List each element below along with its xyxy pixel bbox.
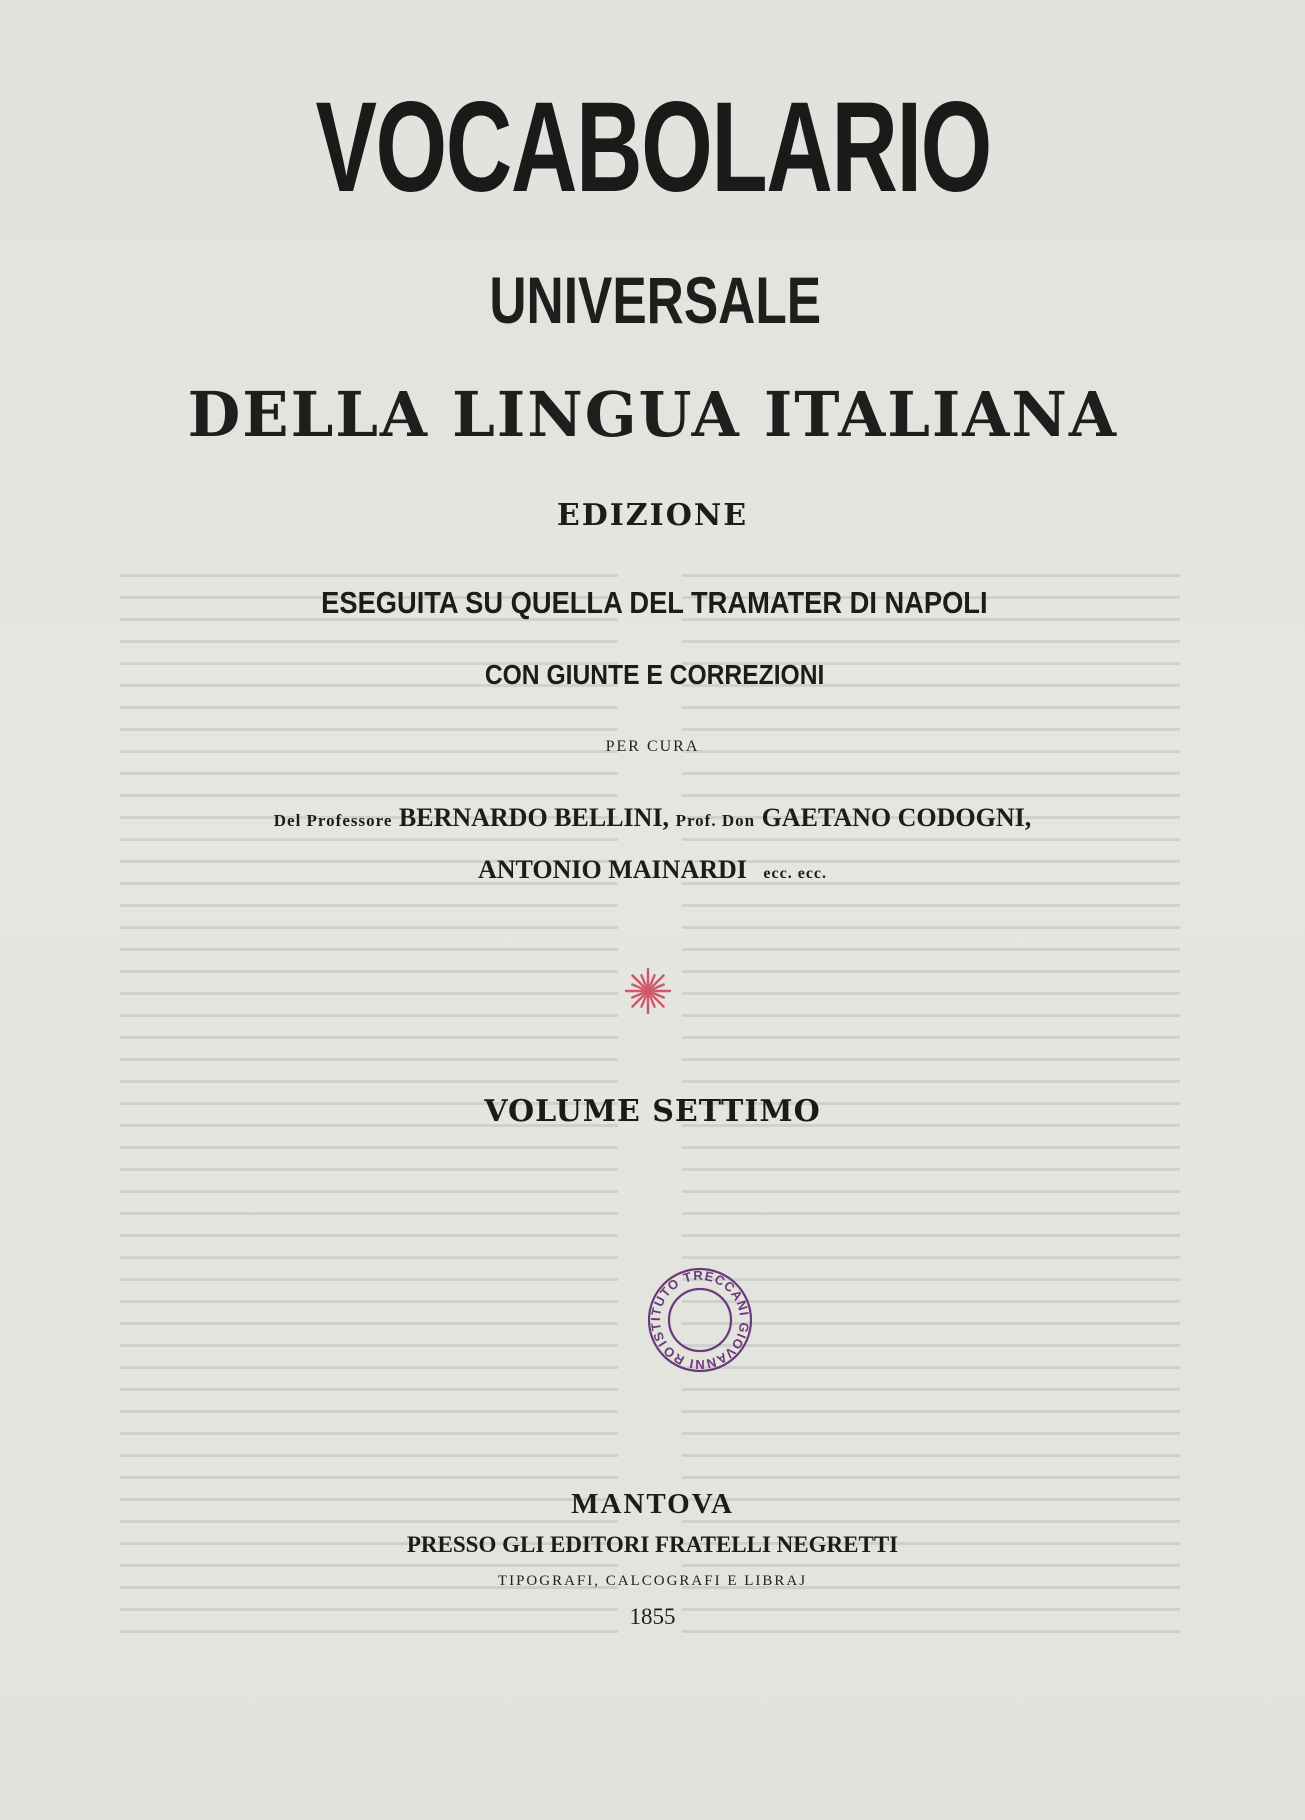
library-stamp-icon: [645, 1265, 755, 1375]
volume-label: VOLUME SETTIMO: [484, 1094, 821, 1129]
subtitle-line-2: CON GIUNTE E CORREZIONI: [484, 659, 825, 690]
editor-name-3: ANTONIO MAINARDI: [477, 855, 747, 884]
editor-title-2: Prof. Don: [675, 811, 756, 830]
editors-line-1: [0, 800, 1305, 839]
stamp-text: ISTITUTO TRECCANI GIOVANNI ROMA: [647, 1267, 753, 1373]
imprint-printers: TIPOGRAFI, CALCOGRAFI E LIBRAJ: [497, 1573, 808, 1589]
editor-name-1: BERNARDO BELLINI,: [398, 803, 670, 832]
imprint-publisher: PRESSO GLI EDITORI FRATELLI NEGRETTI: [406, 1532, 899, 1557]
subtitle-line-1: ESEGUITA SU QUELLA DEL TRAMATER DI NAPOLI: [321, 585, 988, 620]
title-line-3: DELLA LINGUA ITALIANA: [187, 378, 1118, 451]
per-cura-label: PER CURA: [605, 738, 700, 755]
title-line-1: VOCABOLARIO: [315, 76, 991, 219]
svg-text:ISTITUTO TRECCANI GIOVANNI ROM: [645, 1265, 755, 1375]
editor-etc: ecc. ecc.: [763, 865, 828, 882]
editors-line-2: [0, 852, 1305, 892]
editor-prefix: Del Professore: [273, 811, 393, 830]
imprint-city: MANTOVA: [571, 1488, 734, 1520]
edition-label: EDIZIONE: [556, 498, 749, 533]
editor-name-2: GAETANO CODOGNI,: [761, 803, 1032, 832]
imprint-year: 1855: [629, 1604, 676, 1629]
title-line-2: UNIVERSALE: [489, 263, 822, 337]
ornament-icon: [623, 966, 673, 1016]
